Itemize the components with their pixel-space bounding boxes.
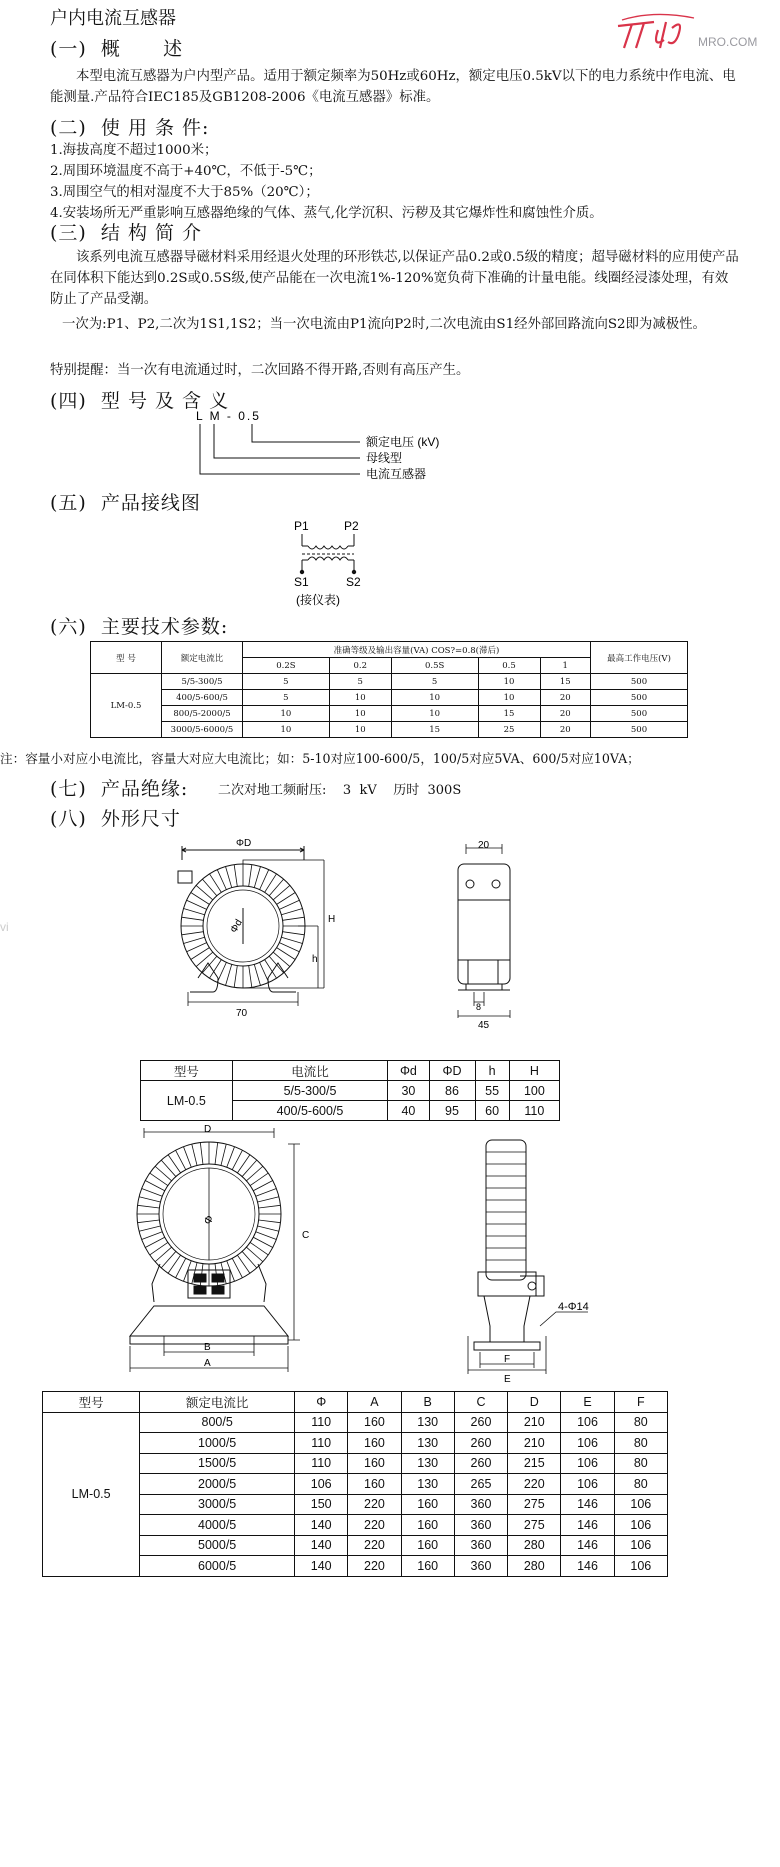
table-cell: 95 — [429, 1101, 475, 1121]
dim-45: 45 — [478, 1020, 490, 1031]
table-cell: 160 — [401, 1535, 454, 1556]
table-cell: 86 — [429, 1081, 475, 1101]
table-cell: 30 — [388, 1081, 429, 1101]
winding-line — [142, 1188, 163, 1196]
dim-phi: Φ — [201, 1213, 217, 1227]
winding-line — [145, 1181, 164, 1191]
designation-leaders — [200, 424, 360, 474]
table-row — [141, 1081, 560, 1101]
table-header: 型号 — [43, 1392, 140, 1413]
table-cell: 80 — [614, 1412, 667, 1433]
dim-phiD: ΦD — [236, 838, 252, 849]
table-cell: 500 — [591, 674, 688, 690]
table-cell: 106 — [561, 1412, 614, 1433]
site-logo — [614, 8, 774, 56]
section-6-heading: (六) 主要技术参数: — [50, 616, 229, 638]
table-cell: 5000/5 — [140, 1535, 295, 1556]
winding-line — [232, 1150, 242, 1169]
table-header: ΦD — [429, 1061, 475, 1081]
winding-line — [139, 1197, 160, 1202]
large-ct-front-drawing — [124, 1124, 324, 1374]
table-cell: 160 — [348, 1412, 401, 1433]
table-cell: 130 — [401, 1474, 454, 1495]
winding-line — [283, 932, 305, 935]
dim-70: 70 — [236, 1008, 248, 1019]
wiring-diagram — [286, 516, 386, 608]
dim-phid: Φd — [228, 917, 245, 935]
winding-line — [215, 1143, 218, 1165]
table-cell: 215 — [508, 1453, 561, 1474]
table-header: F — [614, 1392, 667, 1413]
winding-line — [217, 962, 226, 982]
table-cell: 280 — [508, 1556, 561, 1577]
table-header: 0.2S — [243, 658, 330, 674]
winding-line — [184, 937, 205, 943]
table-cell: 146 — [561, 1494, 614, 1515]
winding-line — [176, 1258, 186, 1277]
section-1-heading: (一) 概 述 — [50, 38, 184, 60]
table-cell: 10 — [329, 690, 391, 706]
table-header: 0.5S — [391, 658, 478, 674]
table-cell: 15 — [478, 706, 540, 722]
logo-text: MRO.COM — [698, 35, 758, 49]
table-cell: 110 — [295, 1433, 348, 1454]
table-cell: 110 — [295, 1453, 348, 1474]
table-header: 额定电流比 — [162, 642, 243, 674]
model-code: L M - 0.5 — [196, 409, 261, 423]
winding-line — [187, 943, 207, 952]
table-cell: 130 — [401, 1453, 454, 1474]
winding-line — [183, 1261, 191, 1282]
table-cell: 220 — [348, 1515, 401, 1536]
table-cell: 106 — [614, 1556, 667, 1577]
winding-line — [183, 1147, 191, 1168]
wiring-caption: (接仪表) — [296, 593, 340, 607]
winding-line — [227, 1261, 235, 1282]
section-5-heading: (五) 产品接线图 — [50, 492, 201, 514]
dim-C: C — [302, 1230, 310, 1241]
winding-line — [187, 900, 207, 909]
table-cell: 220 — [348, 1494, 401, 1515]
table-cell: 160 — [348, 1474, 401, 1495]
winding-line — [217, 870, 226, 890]
dim-h: h — [312, 954, 318, 965]
winding-line — [221, 1144, 226, 1165]
winding-line — [145, 1237, 164, 1247]
table-header: 最高工作电压(V) — [591, 642, 688, 674]
table-row — [43, 1392, 668, 1413]
table-cell: 360 — [454, 1535, 507, 1556]
dim-H: H — [328, 914, 336, 925]
winding-line — [200, 1143, 203, 1165]
table-cell: 80 — [614, 1433, 667, 1454]
label-busbar-type: 母线型 — [366, 451, 403, 465]
table-header: 0.5 — [478, 658, 540, 674]
winding-line — [281, 909, 302, 915]
table-cell: 106 — [295, 1474, 348, 1495]
table-header: 准确等级及输出容量(VA) COS?=0.8(滞后) — [243, 642, 591, 658]
winding-line — [138, 1220, 160, 1223]
table-cell: 1500/5 — [140, 1453, 295, 1474]
table-cell: 400/5-600/5 — [232, 1101, 388, 1121]
dim-B: B — [204, 1342, 211, 1353]
winding-line — [253, 1181, 272, 1191]
table-header: h — [475, 1061, 509, 1081]
table-cell: 800/5 — [140, 1412, 295, 1433]
winding-line — [256, 1232, 277, 1240]
list-item: 3.周围空气的相对湿度不大于85%（20℃）； — [50, 185, 319, 200]
section-3-para-2: 一次为:P1、P2,二次为1S1,1S2；当一次电流由P1流向P2时,二次电流由S1经外部回路流向S2即为减极性。 — [62, 317, 706, 332]
table-cell: 160 — [348, 1433, 401, 1454]
dim-F: F — [504, 1354, 511, 1365]
table-header: D — [508, 1392, 561, 1413]
table-cell: 130 — [401, 1412, 454, 1433]
table-cell: 110 — [295, 1412, 348, 1433]
table-cell: 20 — [540, 722, 591, 738]
section-3-heading: (三) 结 构 简 介 — [50, 222, 203, 244]
section-8-heading: (八) 外形尺寸 — [50, 808, 181, 830]
table-cell: 80 — [614, 1453, 667, 1474]
winding-line — [192, 1144, 197, 1165]
terminal-dot-s2 — [352, 570, 356, 574]
table-cell: 500 — [591, 706, 688, 722]
table-row — [43, 1412, 668, 1433]
table-header: H — [509, 1061, 559, 1081]
dimension-table-small — [140, 1060, 560, 1121]
table-cell: 106 — [614, 1535, 667, 1556]
table-cell: 10 — [243, 706, 330, 722]
table-cell: 20 — [540, 706, 591, 722]
winding-line — [260, 962, 269, 982]
table-cell: 146 — [561, 1535, 614, 1556]
table-cell: 5 — [391, 674, 478, 690]
dim-4phi14: 4-Φ14 — [558, 1301, 589, 1313]
table-cell: 10 — [329, 706, 391, 722]
table-header: 电流比 — [232, 1061, 388, 1081]
winding-line — [234, 966, 237, 988]
table-cell: 106 — [561, 1453, 614, 1474]
table-header: 型 号 — [91, 642, 162, 674]
table-cell: 10 — [243, 722, 330, 738]
table-cell: 220 — [348, 1535, 401, 1556]
table-header: 型号 — [141, 1061, 233, 1081]
table-cell: 15 — [391, 722, 478, 738]
table-cell: 5 — [329, 674, 391, 690]
table-cell: LM-0.5 — [141, 1081, 233, 1121]
table-cell: 3000/5-6000/5 — [162, 722, 243, 738]
table-cell: 260 — [454, 1412, 507, 1433]
list-item: 4.安装场所无严重影响互感器绝缘的气体、蒸气,化学沉积、污秽及其它爆炸性和腐蚀性介质。 — [50, 206, 603, 221]
table-cell: 106 — [614, 1515, 667, 1536]
table-header: 额定电流比 — [140, 1392, 295, 1413]
dim-8: 8 — [476, 1002, 482, 1012]
table-cell: 110 — [509, 1101, 559, 1121]
model-designation-diagram — [190, 408, 490, 484]
winding-line — [226, 964, 232, 985]
page-title: 户内电流互感器 — [50, 8, 176, 29]
table-cell: 146 — [561, 1515, 614, 1536]
table-header: C — [454, 1392, 507, 1413]
table-cell: 106 — [561, 1474, 614, 1495]
table-row — [91, 674, 688, 690]
winding-line — [234, 865, 237, 887]
table-cell: 210 — [508, 1433, 561, 1454]
winding-line — [249, 966, 252, 988]
table-cell: 60 — [475, 1101, 509, 1121]
tech-params-table — [90, 641, 688, 738]
table-cell: 160 — [401, 1515, 454, 1536]
terminal-s2: S2 — [346, 575, 361, 589]
winding-line — [259, 1220, 281, 1223]
section-3-warning: 特别提醒：当一次有电流通过时，二次回路不得开路,否则有高压产生。 — [50, 363, 470, 378]
table-header: 0.2 — [329, 658, 391, 674]
label-current-transformer: 电流互感器 — [366, 467, 427, 481]
list-item: 1.海拔高度不超过1000米； — [50, 143, 218, 158]
table-cell: 106 — [561, 1433, 614, 1454]
terminal-dot-s1 — [300, 570, 304, 574]
table-row — [141, 1061, 560, 1081]
table-cell: 4000/5 — [140, 1515, 295, 1536]
small-ct-front-drawing — [168, 838, 368, 1018]
table-cell: 275 — [508, 1515, 561, 1536]
table-cell: 3000/5 — [140, 1494, 295, 1515]
winding-line — [253, 1237, 272, 1247]
table-cell: 160 — [401, 1494, 454, 1515]
table-cell: LM-0.5 — [43, 1412, 140, 1576]
table-row — [91, 642, 688, 658]
table-row — [91, 706, 688, 722]
table-cell: 140 — [295, 1515, 348, 1536]
table-cell: 280 — [508, 1535, 561, 1556]
table-cell: 800/5-2000/5 — [162, 706, 243, 722]
winding-line — [232, 1258, 242, 1277]
winding-line — [258, 1226, 279, 1231]
winding-line — [256, 1188, 277, 1196]
table-cell: 360 — [454, 1515, 507, 1536]
winding-line — [260, 870, 269, 890]
list-item: 2.周围环境温度不高于+40℃，不低于-5℃； — [50, 164, 322, 179]
table-cell: 130 — [401, 1433, 454, 1454]
table-cell: 500 — [591, 722, 688, 738]
table-cell: 10 — [391, 706, 478, 722]
label-rated-voltage: 额定电压 (kV) — [366, 435, 440, 449]
table-cell: 1000/5 — [140, 1433, 295, 1454]
table-cell: 10 — [478, 690, 540, 706]
table-header: Φ — [295, 1392, 348, 1413]
table-cell: 150 — [295, 1494, 348, 1515]
winding-line — [184, 909, 205, 915]
section-2-heading: (二) 使 用 条 件: — [50, 117, 210, 139]
section-2-list — [50, 140, 740, 224]
terminal-p1: P1 — [294, 519, 309, 533]
table-cell: 500 — [591, 690, 688, 706]
winding-line — [138, 1205, 160, 1208]
table-cell: 5/5-300/5 — [232, 1081, 388, 1101]
dimension-table-large — [42, 1391, 668, 1577]
table-cell: 275 — [508, 1494, 561, 1515]
section-4-heading: (四) 型 号 及 含 义 — [50, 390, 230, 412]
transformer-coils-icon — [302, 534, 354, 572]
table-cell: 160 — [348, 1453, 401, 1474]
winding-line — [139, 1226, 160, 1231]
large-ct-side-drawing — [460, 1136, 610, 1385]
winding-line — [283, 917, 305, 920]
table-cell: 5/5-300/5 — [162, 674, 243, 690]
winding-line — [182, 932, 204, 935]
table-cell: 220 — [348, 1556, 401, 1577]
dim-E: E — [504, 1374, 511, 1385]
winding-line — [142, 1232, 163, 1240]
winding-line — [226, 867, 232, 888]
table-cell: 80 — [614, 1474, 667, 1495]
table-header: 1 — [540, 658, 591, 674]
table-cell: 140 — [295, 1556, 348, 1577]
winding-line — [254, 964, 260, 985]
table-cell: 5 — [243, 674, 330, 690]
table-cell: 260 — [454, 1433, 507, 1454]
table-cell: 146 — [561, 1556, 614, 1577]
table-cell: 260 — [454, 1453, 507, 1474]
winding-line — [279, 943, 299, 952]
table-row — [91, 690, 688, 706]
table-cell: 210 — [508, 1412, 561, 1433]
terminal-s1: S1 — [294, 575, 309, 589]
table-cell: 10 — [478, 674, 540, 690]
dim-20: 20 — [478, 840, 490, 851]
table-header: E — [561, 1392, 614, 1413]
section-3-para-1: 该系列电流互感器导磁材料采用经退火处理的环形铁芯,以保证产品0.2或0.5级的精度；超导磁材料的应用使产品在同体积下能达到0.2S或0.5S级,使产品能在一次电流1%-120%宽负荷下准确的计量电能。线圈经浸漆处理，有效防止了产品受潮。 — [50, 250, 739, 307]
table-cell: 100 — [509, 1081, 559, 1101]
table-cell: 40 — [388, 1101, 429, 1121]
watermark-text: vi — [0, 920, 9, 934]
table-header: B — [401, 1392, 454, 1413]
capacity-note: 注：容量小对应小电流比，容量大对应大电流比；如：5-10对应100-600/5，100/5对应5VA、600/5对应10VA； — [0, 751, 640, 766]
table-cell: 360 — [454, 1556, 507, 1577]
table-cell: 25 — [478, 722, 540, 738]
winding-line — [182, 917, 204, 920]
table-cell: 360 — [454, 1494, 507, 1515]
terminal-p2: P2 — [344, 519, 359, 533]
table-cell: 400/5-600/5 — [162, 690, 243, 706]
table-cell: 5 — [243, 690, 330, 706]
table-cell: 6000/5 — [140, 1556, 295, 1577]
table-cell: 160 — [401, 1556, 454, 1577]
winding-line — [254, 867, 260, 888]
table-cell: 220 — [508, 1474, 561, 1495]
table-cell: LM-0.5 — [91, 674, 162, 738]
winding-line — [279, 900, 299, 909]
winding-line — [258, 1197, 279, 1202]
table-cell: 10 — [391, 690, 478, 706]
winding-line — [281, 937, 302, 943]
section-7-heading: (七) 产品绝缘: — [50, 778, 189, 800]
insulation-text: 二次对地工频耐压: 3 kV 历时 300S — [218, 783, 462, 798]
table-cell: 10 — [329, 722, 391, 738]
winding-line — [227, 1147, 235, 1168]
table-cell: 140 — [295, 1535, 348, 1556]
logo-mark-icon — [618, 14, 694, 48]
winding-line — [259, 1205, 281, 1208]
table-cell: 265 — [454, 1474, 507, 1495]
table-cell: 2000/5 — [140, 1474, 295, 1495]
winding-line — [176, 1150, 186, 1169]
table-cell: 20 — [540, 690, 591, 706]
table-cell: 106 — [614, 1494, 667, 1515]
table-row — [91, 722, 688, 738]
section-1-text: 本型电流互感器为户内型产品。适用于额定频率为50Hz或60Hz，额定电压0.5kV以下的电力系统中作电流、电能测量.产品符合IEC185及GB1208-2006《电流互感器》标准。 — [50, 69, 736, 105]
dim-D: D — [204, 1124, 212, 1135]
table-cell: 15 — [540, 674, 591, 690]
table-header: Φd — [388, 1061, 429, 1081]
dim-A: A — [204, 1358, 211, 1369]
winding-line — [249, 865, 252, 887]
table-header: A — [348, 1392, 401, 1413]
table-cell: 55 — [475, 1081, 509, 1101]
small-ct-side-drawing — [444, 840, 524, 1031]
